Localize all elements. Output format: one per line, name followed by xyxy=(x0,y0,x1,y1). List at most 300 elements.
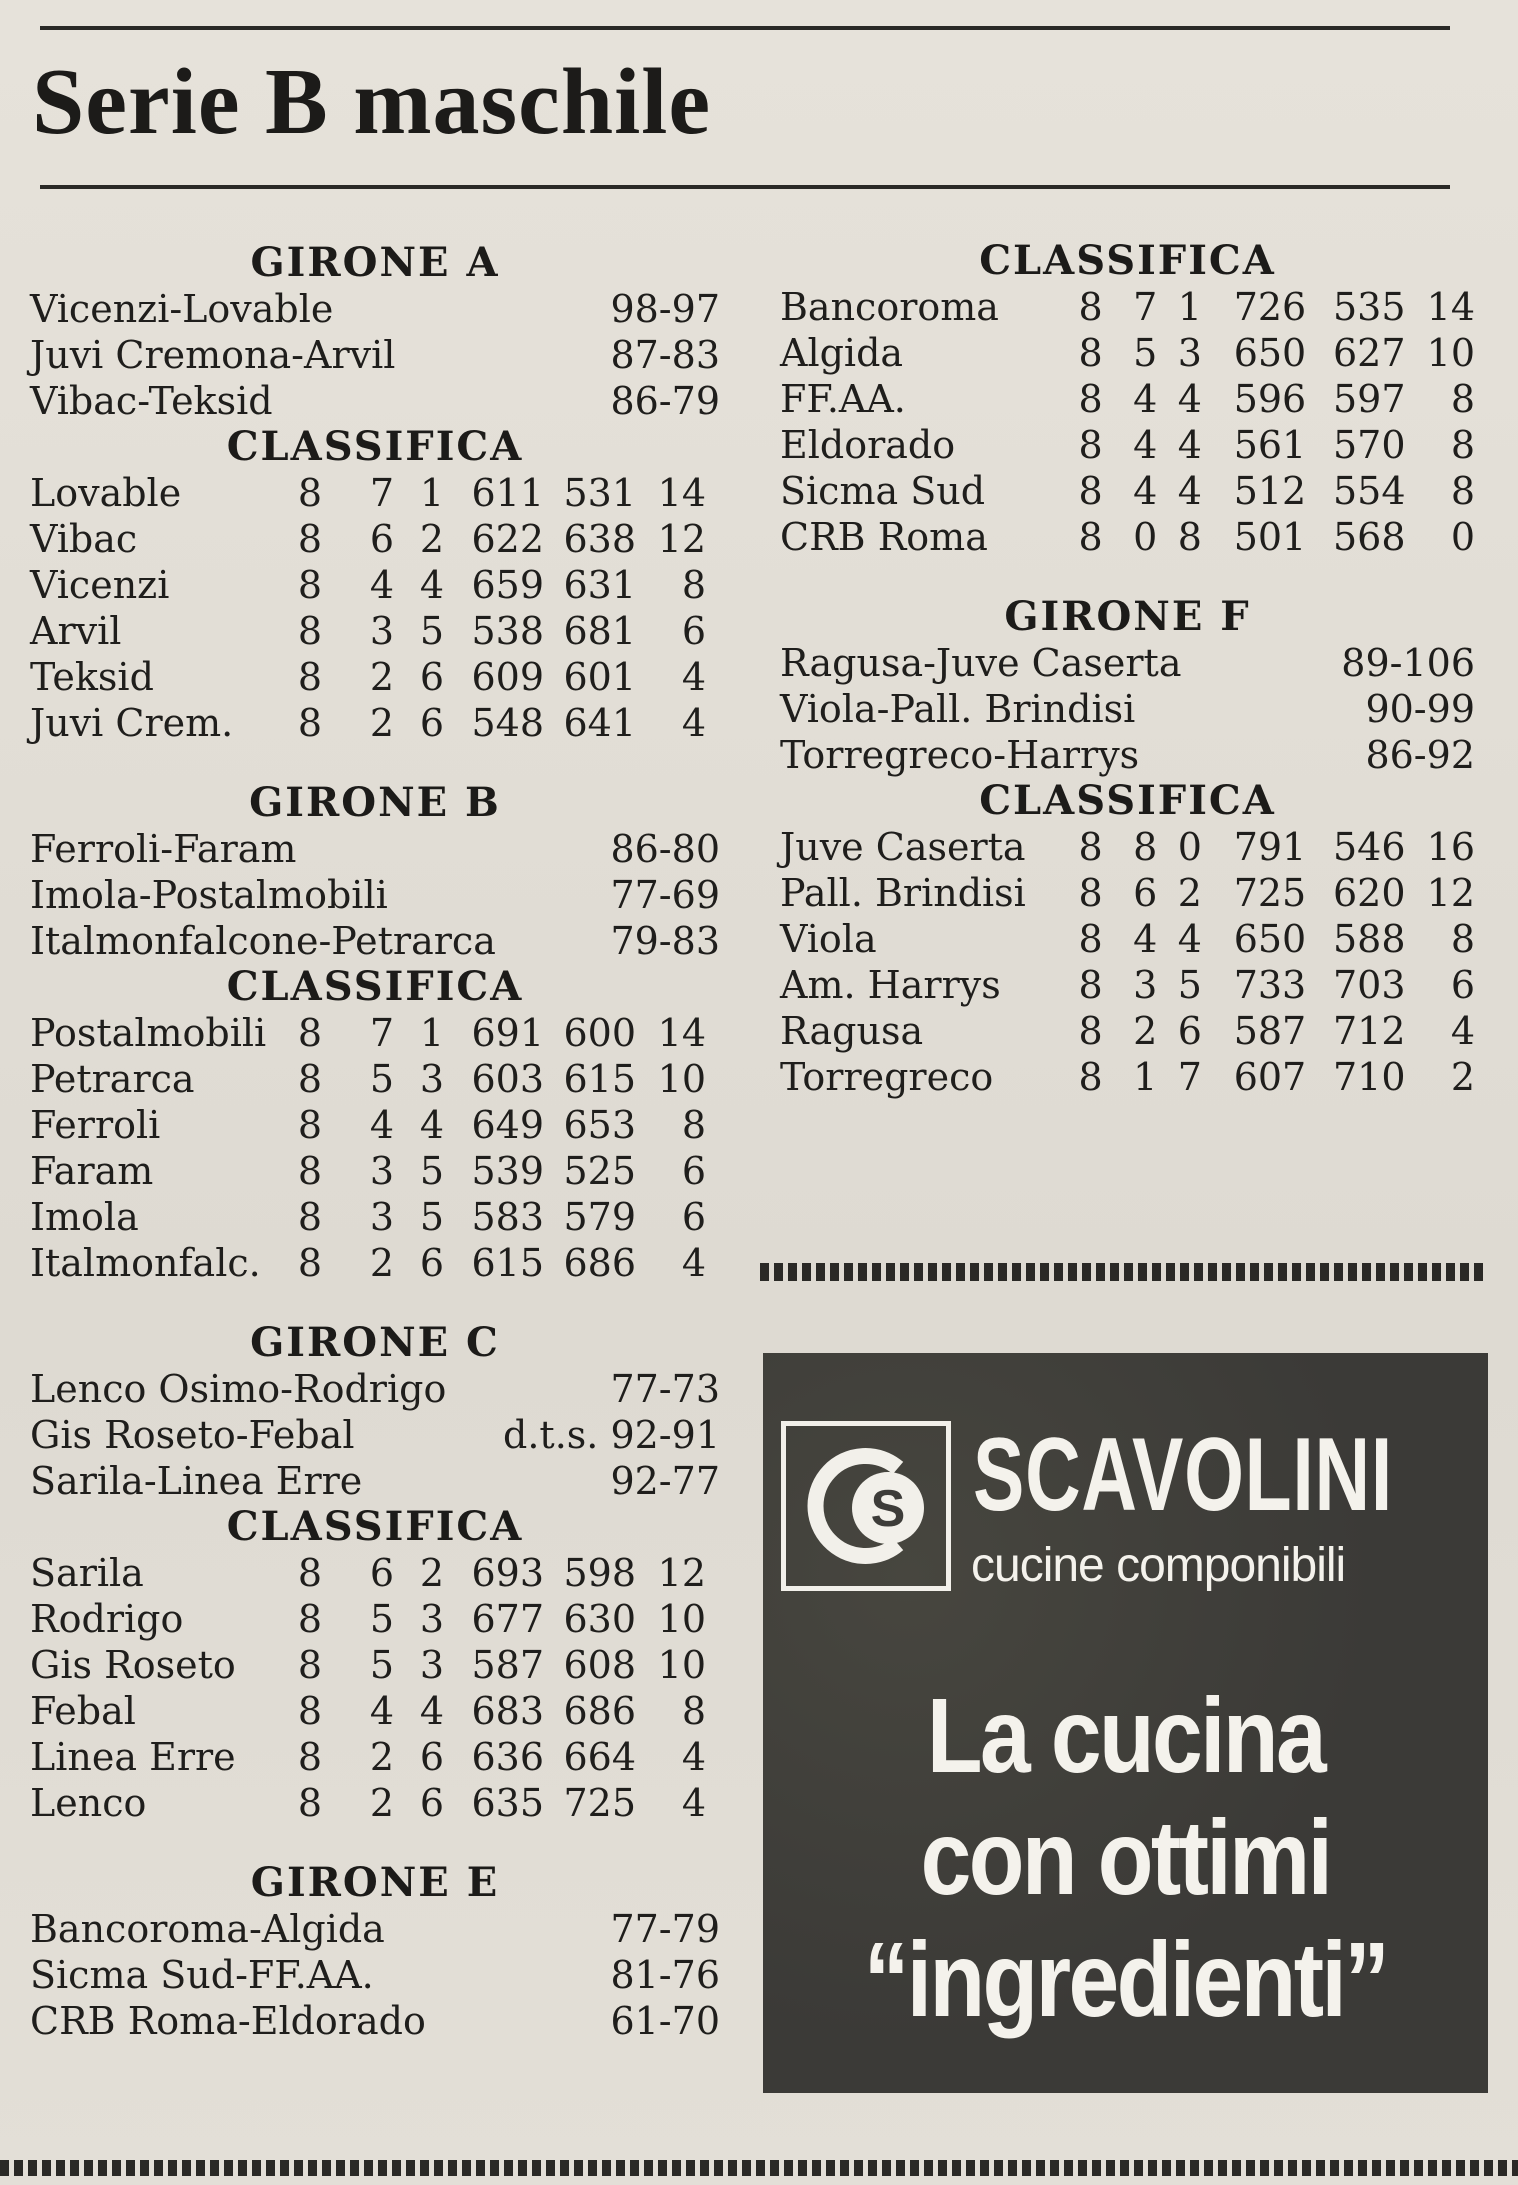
match-teams: Italmonfalcone-Petrarca xyxy=(30,919,496,963)
points-against: 710 xyxy=(1332,1055,1406,1099)
standings-row xyxy=(30,1550,720,1596)
points-for: 791 xyxy=(1233,825,1307,869)
classifica-heading: CLASSIFICA xyxy=(979,237,1276,284)
wins: 4 xyxy=(1133,917,1158,961)
classifica-heading: CLASSIFICA xyxy=(226,1503,524,1550)
points-for: 596 xyxy=(1233,377,1307,421)
match-score: 87-83 xyxy=(610,333,720,377)
standings-row xyxy=(30,1240,720,1286)
wins: 4 xyxy=(1133,377,1158,421)
points-against: 570 xyxy=(1332,423,1406,467)
match-teams: Gis Roseto-Febal xyxy=(30,1413,355,1457)
slogan-line-1: La cucina xyxy=(926,1677,1325,1795)
losses: 6 xyxy=(419,701,444,745)
standings-row xyxy=(30,700,720,746)
scavolini-advertisement xyxy=(763,1353,1488,2093)
match-teams: Vibac-Teksid xyxy=(30,379,273,423)
team-name: Eldorado xyxy=(780,423,956,467)
wins: 0 xyxy=(1133,515,1158,559)
standing-points: 4 xyxy=(681,701,706,745)
wins: 5 xyxy=(1133,331,1158,375)
team-name: FF.AA. xyxy=(780,377,906,421)
points-against: 627 xyxy=(1332,331,1406,375)
wins: 4 xyxy=(369,1689,394,1733)
standing-points: 4 xyxy=(681,1735,706,1779)
games: 8 xyxy=(297,1689,322,1733)
standings-row xyxy=(30,1056,720,1102)
games: 8 xyxy=(297,471,322,515)
standings-row xyxy=(780,824,1475,870)
points-for: 611 xyxy=(471,471,544,515)
team-name: Vicenzi xyxy=(30,563,170,607)
result-row xyxy=(30,332,720,378)
match-score: 86-92 xyxy=(1365,733,1475,777)
points-for: 548 xyxy=(471,701,544,745)
losses: 4 xyxy=(419,1103,444,1147)
team-name: Torregreco xyxy=(780,1055,994,1099)
losses: 2 xyxy=(1177,871,1202,915)
result-row xyxy=(30,378,720,424)
standing-points: 8 xyxy=(681,1103,706,1147)
losses: 4 xyxy=(1177,423,1202,467)
points-for: 733 xyxy=(1233,963,1307,1007)
losses: 3 xyxy=(419,1057,444,1101)
points-for: 635 xyxy=(471,1781,544,1825)
losses: 2 xyxy=(419,517,444,561)
games: 8 xyxy=(1078,825,1103,869)
points-for: 512 xyxy=(1233,469,1307,513)
standings-row xyxy=(780,514,1475,560)
points-for: 659 xyxy=(471,563,544,607)
match-score: 92-77 xyxy=(610,1459,720,1503)
games: 8 xyxy=(297,1195,322,1239)
match-teams: Ragusa-Juve Caserta xyxy=(780,641,1182,685)
team-name: Juve Caserta xyxy=(780,825,1026,869)
standings-row xyxy=(30,1010,720,1056)
losses: 6 xyxy=(419,655,444,699)
games: 8 xyxy=(297,1735,322,1779)
standings-row xyxy=(30,1194,720,1240)
standing-points: 6 xyxy=(681,1195,706,1239)
wins: 5 xyxy=(369,1597,394,1641)
team-name: Sicma Sud xyxy=(780,469,986,513)
games: 8 xyxy=(297,1241,322,1285)
games: 8 xyxy=(297,1597,322,1641)
losses: 1 xyxy=(419,1011,444,1055)
match-teams: Sarila-Linea Erre xyxy=(30,1459,363,1503)
top-rule xyxy=(40,26,1450,30)
points-against: 535 xyxy=(1332,285,1406,329)
right-column xyxy=(780,238,1475,1100)
games: 8 xyxy=(297,1057,322,1101)
losses: 3 xyxy=(419,1597,444,1641)
title-rule xyxy=(40,185,1450,189)
points-for: 677 xyxy=(471,1597,544,1641)
match-teams: Imola-Postalmobili xyxy=(30,873,388,917)
match-teams: Lenco Osimo-Rodrigo xyxy=(30,1367,447,1411)
match-teams: Vicenzi-Lovable xyxy=(30,287,334,331)
team-name: Juvi Crem. xyxy=(30,701,234,745)
standing-points: 14 xyxy=(657,1011,706,1055)
team-name: Rodrigo xyxy=(30,1597,184,1641)
points-against: 641 xyxy=(563,701,636,745)
match-teams: Juvi Cremona-Arvil xyxy=(30,333,396,377)
wins: 2 xyxy=(369,1735,394,1779)
standing-points: 0 xyxy=(1450,515,1475,559)
standing-points: 8 xyxy=(681,563,706,607)
points-for: 726 xyxy=(1233,285,1307,329)
result-row xyxy=(30,1906,720,1952)
team-name: Viola xyxy=(780,917,877,961)
losses: 0 xyxy=(1177,825,1202,869)
team-name: Gis Roseto xyxy=(30,1643,236,1687)
team-name: Ferroli xyxy=(30,1103,161,1147)
losses: 5 xyxy=(1177,963,1202,1007)
points-for: 538 xyxy=(471,609,544,653)
girone-f-section xyxy=(780,594,1475,1100)
wins: 6 xyxy=(1133,871,1158,915)
match-score: 61-70 xyxy=(610,1999,720,2043)
match-score: 86-79 xyxy=(610,379,720,423)
games: 8 xyxy=(1078,469,1103,513)
team-name: Am. Harrys xyxy=(780,963,1001,1007)
losses: 6 xyxy=(419,1735,444,1779)
points-against: 608 xyxy=(563,1643,636,1687)
points-for: 587 xyxy=(1233,1009,1307,1053)
points-for: 501 xyxy=(1233,515,1307,559)
standings-row xyxy=(30,654,720,700)
girone-heading: GIRONE A xyxy=(250,239,500,286)
standing-points: 10 xyxy=(657,1643,706,1687)
losses: 3 xyxy=(419,1643,444,1687)
points-for: 636 xyxy=(471,1735,544,1779)
classifica-heading: CLASSIFICA xyxy=(226,963,524,1010)
points-for: 725 xyxy=(1233,871,1307,915)
games: 8 xyxy=(1078,423,1103,467)
team-name: Pall. Brindisi xyxy=(780,871,1026,915)
girone-e-results-section xyxy=(30,1860,720,2044)
result-row xyxy=(780,640,1475,686)
wins: 2 xyxy=(369,1241,394,1285)
points-against: 598 xyxy=(563,1551,636,1595)
standings-row xyxy=(30,562,720,608)
slogan-line-3: “ingredienti” xyxy=(863,1921,1388,2039)
standing-points: 8 xyxy=(1450,423,1475,467)
match-teams: Viola-Pall. Brindisi xyxy=(780,687,1136,731)
standing-points: 12 xyxy=(1426,871,1475,915)
games: 8 xyxy=(1078,377,1103,421)
losses: 4 xyxy=(419,563,444,607)
results-list xyxy=(30,1906,720,2044)
losses: 4 xyxy=(1177,917,1202,961)
standings-row xyxy=(780,1054,1475,1100)
points-for: 615 xyxy=(471,1241,544,1285)
wins: 8 xyxy=(1133,825,1158,869)
points-against: 554 xyxy=(1332,469,1406,513)
standings-row xyxy=(30,1596,720,1642)
team-name: Imola xyxy=(30,1195,139,1239)
losses: 7 xyxy=(1177,1055,1202,1099)
points-against: 712 xyxy=(1332,1009,1406,1053)
standings-row xyxy=(30,1688,720,1734)
points-against: 686 xyxy=(563,1689,636,1733)
standings-row xyxy=(780,376,1475,422)
wins: 2 xyxy=(1133,1009,1158,1053)
games: 8 xyxy=(297,1643,322,1687)
points-against: 630 xyxy=(563,1597,636,1641)
games: 8 xyxy=(297,1781,322,1825)
match-teams: Bancoroma-Algida xyxy=(30,1907,385,1951)
standing-points: 6 xyxy=(1450,963,1475,1007)
result-row xyxy=(30,286,720,332)
result-row xyxy=(30,872,720,918)
losses: 3 xyxy=(1177,331,1202,375)
team-name: Postalmobili xyxy=(30,1011,267,1055)
standing-points: 4 xyxy=(1450,1009,1475,1053)
standings-row xyxy=(30,1642,720,1688)
points-for: 583 xyxy=(471,1195,544,1239)
points-for: 650 xyxy=(1233,917,1307,961)
standings-row xyxy=(780,916,1475,962)
points-against: 681 xyxy=(563,609,636,653)
team-name: Linea Erre xyxy=(30,1735,236,1779)
games: 8 xyxy=(297,1011,322,1055)
losses: 6 xyxy=(419,1781,444,1825)
losses: 5 xyxy=(419,609,444,653)
points-for: 609 xyxy=(471,655,544,699)
brand-tagline: cucine componibili xyxy=(971,1539,1346,1592)
games: 8 xyxy=(297,655,322,699)
standing-points: 12 xyxy=(657,517,706,561)
standing-points: 4 xyxy=(681,655,706,699)
points-for: 683 xyxy=(471,1689,544,1733)
wins: 2 xyxy=(369,701,394,745)
standing-points: 4 xyxy=(681,1781,706,1825)
wins: 2 xyxy=(369,1781,394,1825)
points-against: 579 xyxy=(563,1195,636,1239)
points-against: 600 xyxy=(563,1011,636,1055)
losses: 5 xyxy=(419,1149,444,1193)
losses: 4 xyxy=(1177,469,1202,513)
standings-row xyxy=(780,962,1475,1008)
standing-points: 6 xyxy=(681,1149,706,1193)
losses: 4 xyxy=(419,1689,444,1733)
result-row xyxy=(30,918,720,964)
team-name: Italmonfalc. xyxy=(30,1241,261,1285)
standing-points: 16 xyxy=(1426,825,1475,869)
points-against: 546 xyxy=(1332,825,1406,869)
losses: 2 xyxy=(419,1551,444,1595)
standings-row xyxy=(780,330,1475,376)
girone-e-standings-section xyxy=(780,238,1475,560)
wins: 6 xyxy=(369,517,394,561)
points-for: 650 xyxy=(1233,331,1307,375)
losses: 8 xyxy=(1177,515,1202,559)
losses: 6 xyxy=(419,1241,444,1285)
girone-c-section xyxy=(30,1320,720,1826)
points-against: 725 xyxy=(563,1781,636,1825)
match-score: 79-83 xyxy=(610,919,720,963)
wins: 7 xyxy=(1133,285,1158,329)
match-score: d.t.s. 92-91 xyxy=(503,1413,720,1457)
match-score: 77-69 xyxy=(610,873,720,917)
cs-logo xyxy=(781,1421,951,1591)
standing-points: 4 xyxy=(681,1241,706,1285)
team-name: Ragusa xyxy=(780,1009,924,1053)
standing-points: 8 xyxy=(1450,377,1475,421)
standings-table xyxy=(30,1010,720,1286)
result-row xyxy=(30,1458,720,1504)
standings-row xyxy=(780,284,1475,330)
points-against: 601 xyxy=(563,655,636,699)
classifica-heading: CLASSIFICA xyxy=(979,777,1276,824)
match-teams: Ferroli-Faram xyxy=(30,827,297,871)
points-against: 703 xyxy=(1332,963,1406,1007)
girone-heading: GIRONE E xyxy=(250,1859,500,1906)
match-teams: Torregreco-Harrys xyxy=(780,733,1140,777)
match-teams: Sicma Sud-FF.AA. xyxy=(30,1953,374,1997)
left-column xyxy=(30,240,720,2044)
standing-points: 2 xyxy=(1450,1055,1475,1099)
wins: 5 xyxy=(369,1643,394,1687)
wins: 4 xyxy=(369,1103,394,1147)
standings-row xyxy=(30,1102,720,1148)
points-for: 693 xyxy=(471,1551,544,1595)
points-for: 691 xyxy=(471,1011,544,1055)
games: 8 xyxy=(297,609,322,653)
result-row xyxy=(30,1366,720,1412)
standing-points: 12 xyxy=(657,1551,706,1595)
points-for: 603 xyxy=(471,1057,544,1101)
result-row xyxy=(30,826,720,872)
games: 8 xyxy=(1078,917,1103,961)
team-name: Febal xyxy=(30,1689,136,1733)
results-list xyxy=(780,640,1475,778)
result-row xyxy=(30,1998,720,2044)
match-score: 98-97 xyxy=(610,287,720,331)
games: 8 xyxy=(1078,1055,1103,1099)
standing-points: 8 xyxy=(681,1689,706,1733)
games: 8 xyxy=(1078,871,1103,915)
svg-text:S: S xyxy=(870,1480,906,1538)
losses: 5 xyxy=(419,1195,444,1239)
games: 8 xyxy=(297,701,322,745)
points-against: 638 xyxy=(563,517,636,561)
standing-points: 8 xyxy=(1450,469,1475,513)
slogan-line-2: con ottimi xyxy=(920,1799,1331,1917)
wins: 3 xyxy=(369,1195,394,1239)
standing-points: 6 xyxy=(681,609,706,653)
match-score: 77-73 xyxy=(610,1367,720,1411)
wins: 6 xyxy=(369,1551,394,1595)
wins: 1 xyxy=(1133,1055,1158,1099)
match-score: 77-79 xyxy=(610,1907,720,1951)
standing-points: 10 xyxy=(657,1057,706,1101)
standing-points: 10 xyxy=(1426,331,1475,375)
wins: 3 xyxy=(369,1149,394,1193)
match-score: 89-106 xyxy=(1341,641,1475,685)
team-name: Vibac xyxy=(30,517,138,561)
separator-dashes xyxy=(760,1263,1488,1281)
girone-heading: GIRONE F xyxy=(1004,593,1251,640)
points-against: 686 xyxy=(563,1241,636,1285)
results-list xyxy=(30,286,720,424)
wins: 3 xyxy=(1133,963,1158,1007)
points-against: 631 xyxy=(563,563,636,607)
losses: 1 xyxy=(1177,285,1202,329)
points-against: 597 xyxy=(1332,377,1406,421)
girone-b-section xyxy=(30,780,720,1286)
wins: 4 xyxy=(369,563,394,607)
results-list xyxy=(30,826,720,964)
games: 8 xyxy=(1078,1009,1103,1053)
games: 8 xyxy=(297,517,322,561)
standings-table xyxy=(30,470,720,746)
team-name: CRB Roma xyxy=(780,515,988,559)
games: 8 xyxy=(1078,285,1103,329)
result-row xyxy=(780,732,1475,778)
points-against: 653 xyxy=(563,1103,636,1147)
points-against: 531 xyxy=(563,471,636,515)
team-name: Arvil xyxy=(30,609,122,653)
standings-row xyxy=(30,470,720,516)
cs-logo-icon xyxy=(786,1426,946,1586)
games: 8 xyxy=(1078,515,1103,559)
standings-table xyxy=(780,824,1475,1100)
points-for: 561 xyxy=(1233,423,1307,467)
games: 8 xyxy=(297,1551,322,1595)
page-title: Serie B maschile xyxy=(32,50,712,154)
wins: 4 xyxy=(1133,469,1158,513)
points-against: 525 xyxy=(563,1149,636,1193)
points-for: 607 xyxy=(1233,1055,1307,1099)
points-for: 622 xyxy=(471,517,544,561)
wins: 4 xyxy=(1133,423,1158,467)
standing-points: 8 xyxy=(1450,917,1475,961)
points-for: 539 xyxy=(471,1149,544,1193)
standing-points: 10 xyxy=(657,1597,706,1641)
wins: 7 xyxy=(369,1011,394,1055)
standings-row xyxy=(30,1780,720,1826)
losses: 1 xyxy=(419,471,444,515)
points-against: 568 xyxy=(1332,515,1406,559)
games: 8 xyxy=(297,563,322,607)
standings-row xyxy=(30,1734,720,1780)
wins: 5 xyxy=(369,1057,394,1101)
standing-points: 14 xyxy=(1426,285,1475,329)
standings-row xyxy=(30,608,720,654)
team-name: Sarila xyxy=(30,1551,144,1595)
girone-heading: GIRONE C xyxy=(250,1319,500,1366)
results-list xyxy=(30,1366,720,1504)
wins: 3 xyxy=(369,609,394,653)
team-name: Faram xyxy=(30,1149,154,1193)
losses: 6 xyxy=(1177,1009,1202,1053)
result-row xyxy=(780,686,1475,732)
standings-row xyxy=(780,468,1475,514)
standings-row xyxy=(780,1008,1475,1054)
points-for: 649 xyxy=(471,1103,544,1147)
result-row xyxy=(30,1952,720,1998)
games: 8 xyxy=(297,1103,322,1147)
bottom-dashes xyxy=(0,2160,1518,2176)
points-for: 587 xyxy=(471,1643,544,1687)
wins: 7 xyxy=(369,471,394,515)
losses: 4 xyxy=(1177,377,1202,421)
standings-table xyxy=(780,284,1475,560)
standings-row xyxy=(780,422,1475,468)
wins: 2 xyxy=(369,655,394,699)
